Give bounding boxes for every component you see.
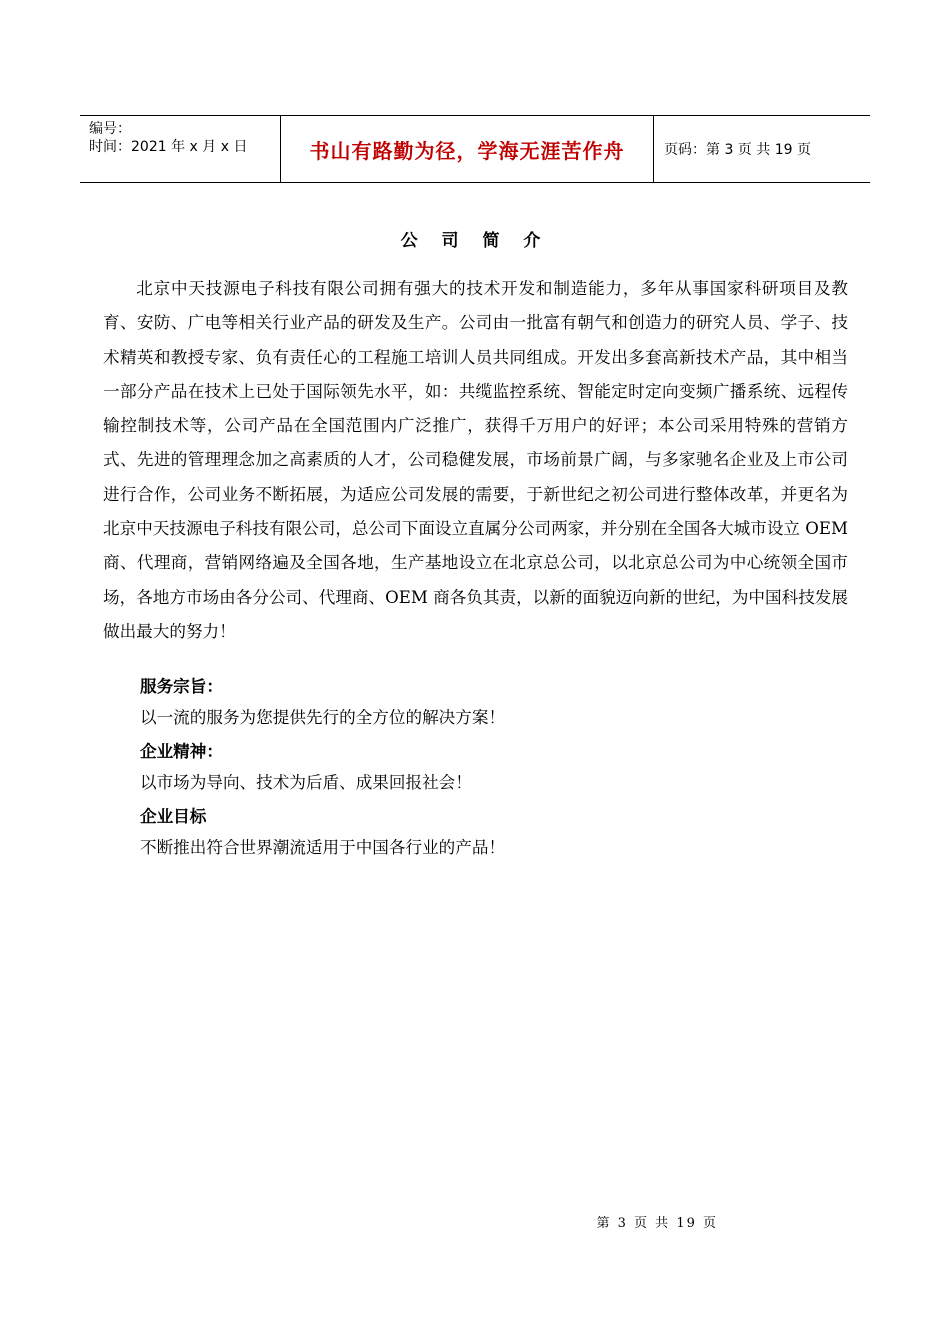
enterprise-goal-text-block	[140, 837, 840, 859]
section-title: 服务宗旨：	[140, 677, 223, 696]
header-meta	[80, 116, 281, 182]
section-title: 企业精神：	[140, 742, 223, 761]
enterprise-spirit-section	[140, 741, 840, 763]
document-number-label: 编号：	[89, 121, 131, 137]
section-text: 以一流的服务为您提供先行的全方位的解决方案！	[140, 708, 506, 727]
section-text: 不断推出符合世界潮流适用于中国各行业的产品！	[140, 838, 506, 857]
page-header	[80, 115, 870, 183]
company-intro-paragraph: 北京中天技源电子科技有限公司拥有强大的技术开发和制造能力，多年从事国家科研项目及教育、安防、广电等相关行业产品的研发及生产。公司由一批富有朝气和创造力的研究人员、学子、技术精英和教授专家、负有责任心的工程施工培训人员共同组成。开发出多套高新技术产品，其中相当一部分产品在技术上已处于国际领先水平，如：共缆监控系统、智能定时定向变频广播系统、远程传输控制技术等，公司产品在全国范围内广泛推广，获得千万用户的好评；本公司采用特殊的营销方式、先进的管理理念加之高素质的人才，公司稳健发展，市场前景广阔，与多家驰名企业及上市公司进行合作，公司业务不断拓展，为适应公司发展的需要，于新世纪之初公司进行整体改革，并更名为北京中天技源电子科技有限公司，总公司下面设立直属分公司两家，并分别在全国各大城市设立 OEM 商、代理商，营销网络遍及全国各地，生产基地设立在北京总公司，以北京总公司为中心统领全国市场，各地方市场由各分公司、代理商、OEM 商各负其责，以新的面貌迈向新的世纪，为中国科技发展做出最大的努力！	[103, 279, 848, 641]
service-purpose-section	[140, 676, 840, 698]
section-title: 企业目标	[140, 807, 207, 826]
header-motto: 书山有路勤为径，学海无涯苦作舟	[281, 116, 654, 182]
enterprise-goal-section	[140, 806, 840, 828]
page-title: 公 司 简 介	[400, 231, 550, 251]
header-page-code: 页码：第 3 页 共 19 页	[664, 142, 811, 158]
service-purpose-text-block	[140, 707, 840, 729]
enterprise-spirit-text-block	[140, 772, 840, 794]
page-footer: 第 3 页 共 19 页	[596, 1216, 718, 1231]
section-text: 以市场为导向、技术为后盾、成果回报社会！	[140, 773, 472, 792]
document-time: 时间：2021 年 x 月 x 日	[89, 139, 248, 155]
